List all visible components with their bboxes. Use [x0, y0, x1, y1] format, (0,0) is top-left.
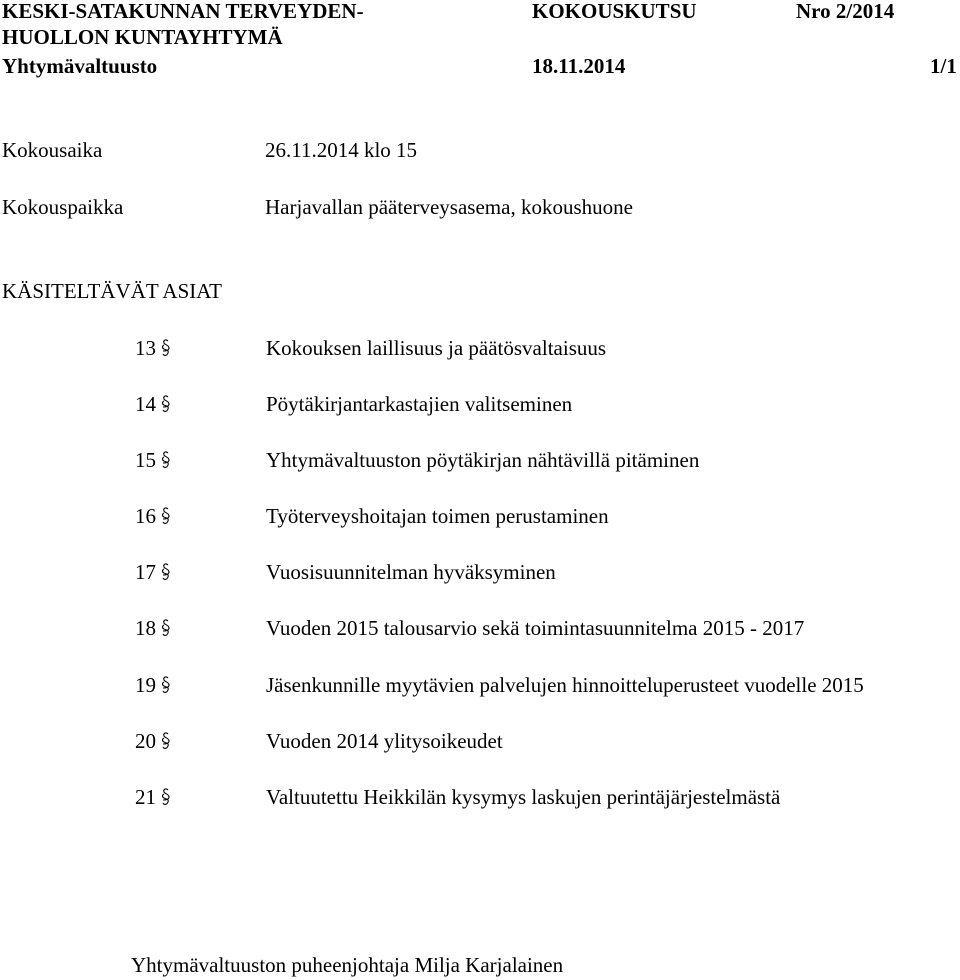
- agenda-item-number: 16: [135, 504, 156, 528]
- section-sign-icon: [161, 788, 171, 806]
- agenda-item-title: Vuosisuunnitelman hyväksyminen: [266, 560, 556, 584]
- agenda-item-title: Valtuutettu Heikkilän kysymys laskujen perintäjärjestelmästä: [266, 785, 781, 809]
- meeting-time-value: 26.11.2014 klo 15: [265, 138, 418, 162]
- section-sign-icon: [161, 339, 171, 357]
- agenda-item-number: 18: [135, 616, 156, 640]
- agenda-item-title: Jäsenkunnille myytävien palvelujen hinnoitteluperusteet vuodelle 2015: [266, 673, 864, 697]
- signature-line: Yhtymävaltuuston puheenjohtaja Milja Karjalainen: [131, 953, 564, 977]
- agenda-item-number: 15: [135, 448, 156, 472]
- agenda-item-number: 21: [135, 785, 156, 809]
- document-date: 18.11.2014: [532, 54, 626, 78]
- organization-name-line2: HUOLLON KUNTAYHTYMÄ: [2, 25, 283, 49]
- agenda-item-title: Vuoden 2014 ylitysoikeudet: [266, 729, 503, 753]
- governing-body-name: Yhtymävaltuusto: [2, 54, 158, 78]
- agenda-item-number: 19: [135, 673, 156, 697]
- meeting-time-label: Kokousaika: [2, 138, 103, 162]
- page-number: 1/1: [930, 54, 957, 78]
- section-sign-icon: [161, 507, 171, 525]
- agenda-item-title: Yhtymävaltuuston pöytäkirjan nähtävillä pitäminen: [266, 448, 700, 472]
- agenda-item-title: Työterveyshoitajan toimen perustaminen: [266, 504, 609, 528]
- agenda-item-number: 17: [135, 560, 156, 584]
- organization-name-line1: KESKI-SATAKUNNAN TERVEYDEN-: [2, 0, 364, 23]
- agenda-heading: KÄSITELTÄVÄT ASIAT: [2, 279, 222, 303]
- agenda-item-title: Vuoden 2015 talousarvio sekä toimintasuunnitelma 2015 - 2017: [266, 616, 805, 640]
- agenda-item-title: Kokouksen laillisuus ja päätösvaltaisuus: [266, 336, 607, 360]
- meeting-place-value: Harjavallan pääterveysasema, kokoushuone: [265, 195, 633, 219]
- document-type: KOKOUSKUTSU: [532, 0, 697, 23]
- agenda-item-number: 14: [135, 392, 156, 416]
- document-number: Nro 2/2014: [796, 0, 895, 23]
- section-sign-icon: [161, 451, 171, 469]
- meeting-place-label: Kokouspaikka: [2, 195, 124, 219]
- section-sign-icon: [161, 395, 171, 413]
- section-sign-icon: [161, 619, 171, 637]
- agenda-item-title: Pöytäkirjantarkastajien valitseminen: [266, 392, 573, 416]
- agenda-item-number: 20: [135, 729, 156, 753]
- section-sign-icon: [161, 563, 171, 581]
- section-sign-icon: [161, 676, 171, 694]
- section-sign-icon: [161, 732, 171, 750]
- agenda-item-number: 13: [135, 336, 156, 360]
